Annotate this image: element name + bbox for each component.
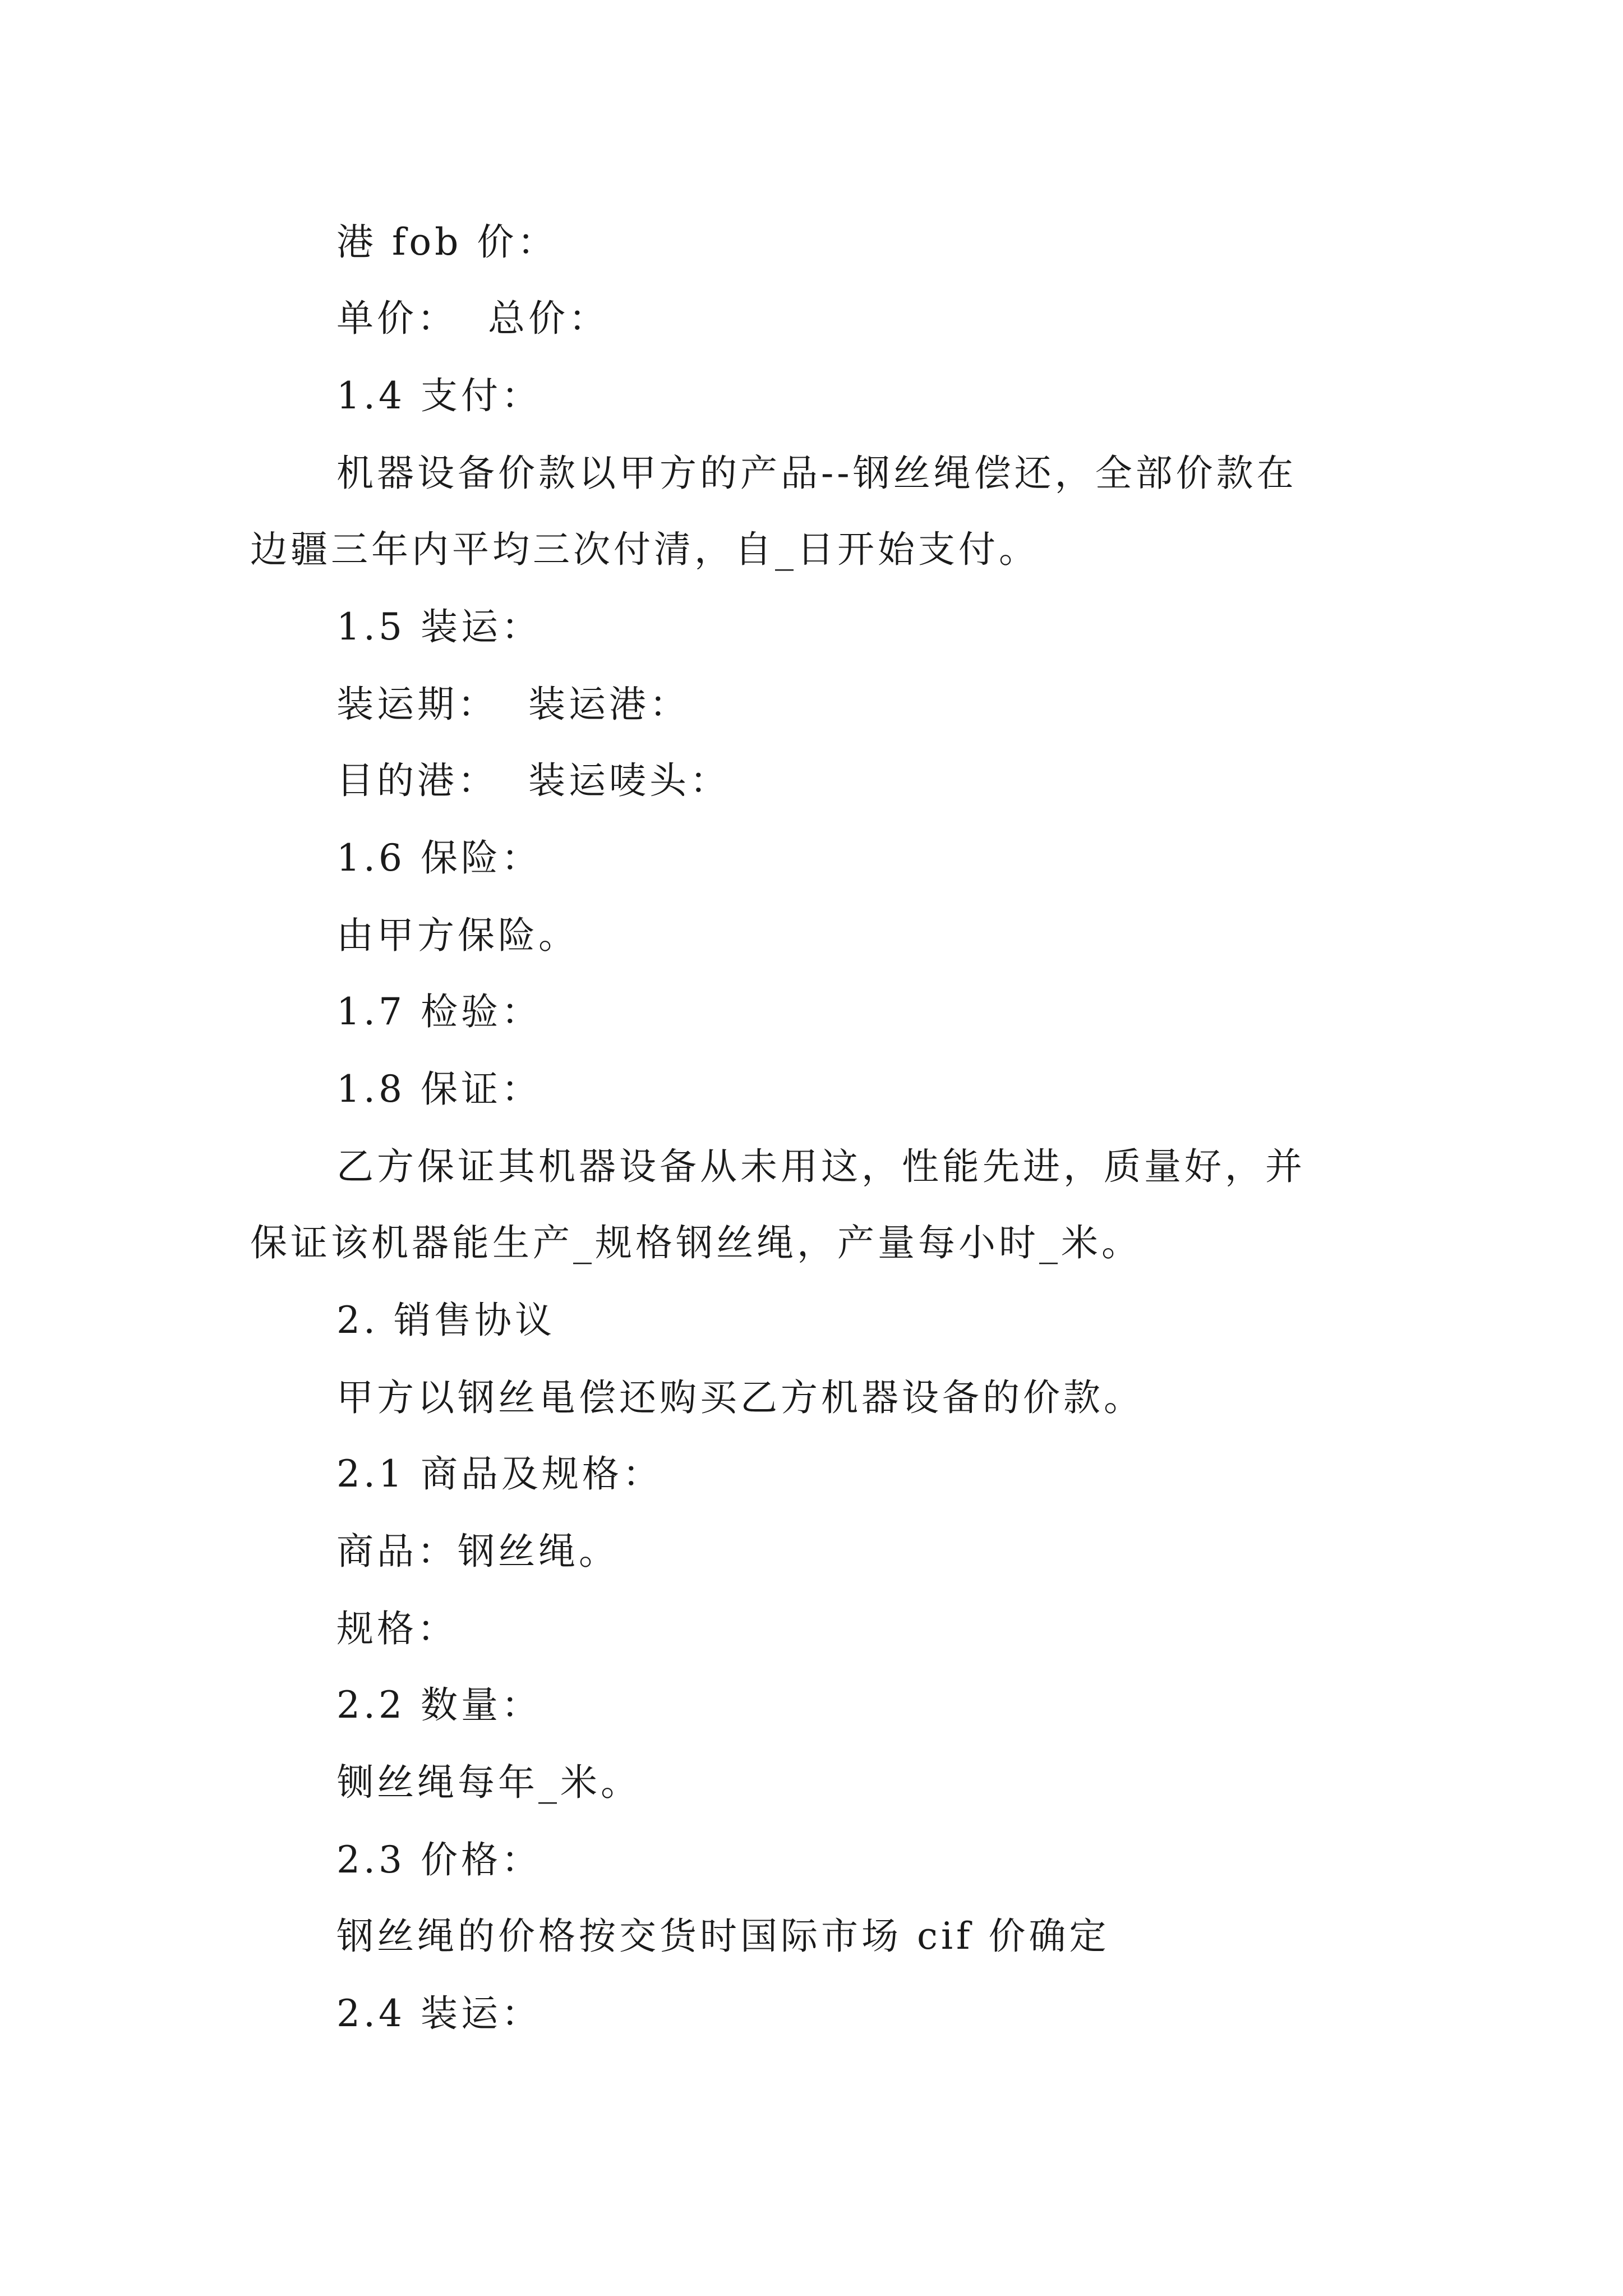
section-heading: 2.2 数量： <box>336 1683 542 1727</box>
text-line: 港 fob 价： <box>336 220 558 264</box>
text-line: 规格： <box>336 1607 458 1650</box>
text-line: 铡丝绳每年_米。 <box>336 1761 641 1804</box>
section-heading: 1.4 支付： <box>336 374 542 417</box>
section-heading: 2.4 装运： <box>336 1992 542 2035</box>
text-line: 由甲方保险。 <box>336 914 579 957</box>
text-line: 装运期： 装运港： <box>336 683 690 726</box>
text-line: 商品：钢丝绳。 <box>336 1530 619 1573</box>
section-heading: 1.6 保险： <box>336 836 542 880</box>
text-line: 目的港： 装运唛头： <box>336 759 730 802</box>
section-heading: 1.8 保证： <box>336 1068 542 1111</box>
text-line: 保证该机器能生产_规格钢丝绳，产量每小时_米。 <box>250 1221 1142 1264</box>
section-heading: 1.5 装运： <box>336 605 542 648</box>
text-line: 边疆三年内平均三次付清，自_日开始支付。 <box>250 528 1039 571</box>
section-heading: 1.7 检验： <box>336 990 542 1033</box>
text-line: 钢丝绳的价格按交货时国际市场 cif 价确定 <box>336 1915 1110 1958</box>
text-line: 机器设备价款以甲方的产品--钢丝绳偿还，全部价款在 <box>336 452 1297 495</box>
text-line: 甲方以钢丝黾偿还购买乙方机器设备的价款。 <box>336 1376 1144 1419</box>
text-line: 单价： 总价： <box>336 297 609 340</box>
section-heading: 2.3 价格： <box>336 1838 542 1881</box>
section-heading: 2.1 商品及规格： <box>336 1452 663 1496</box>
section-heading: 2. 销售协议 <box>336 1299 555 1342</box>
text-line: 乙方保证其机器设备从未用这，性能先进，质量好，并 <box>336 1145 1306 1188</box>
